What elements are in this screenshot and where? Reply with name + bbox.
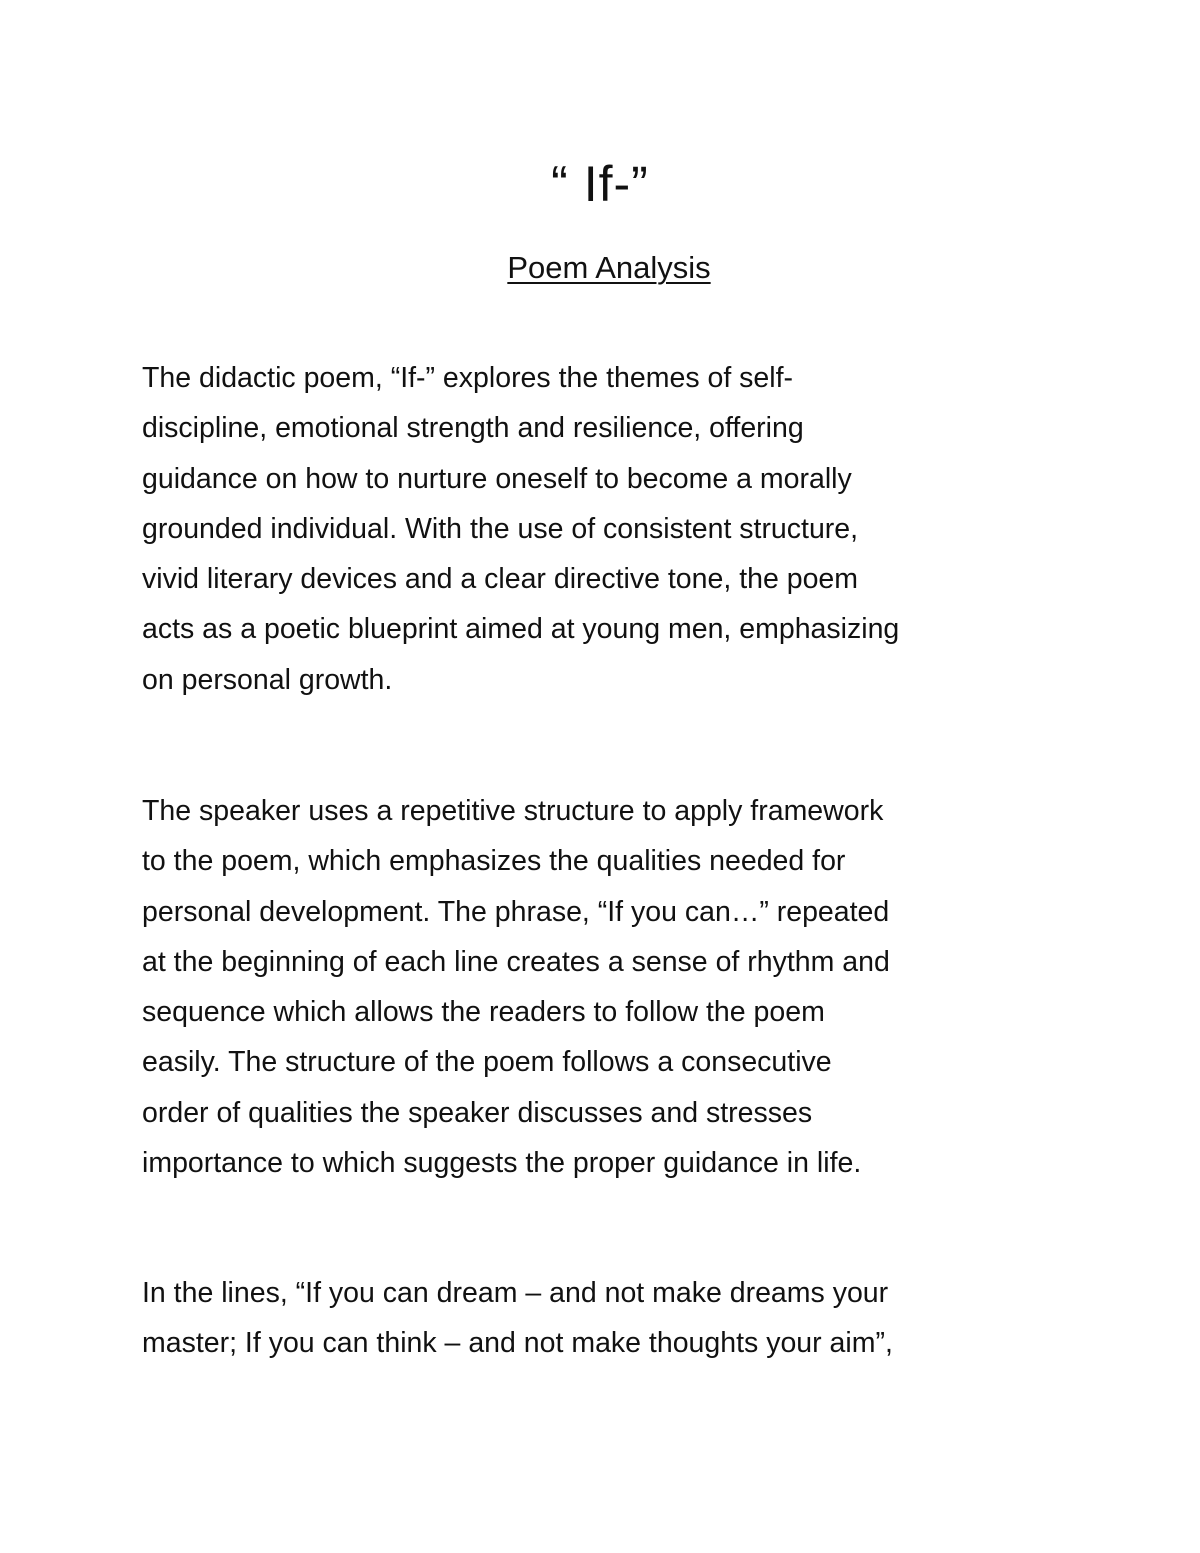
page-subtitle: Poem Analysis bbox=[507, 250, 711, 285]
paragraph-line: easily. The structure of the poem follows a consecutive bbox=[142, 1046, 832, 1079]
paragraph-line: order of qualities the speaker discusses and stresses bbox=[142, 1096, 813, 1129]
paragraph-line: vivid literary devices and a clear directive tone, the poem bbox=[142, 563, 859, 596]
paragraph-line: personal development. The phrase, “If you can…” repeated bbox=[142, 895, 890, 928]
paragraph-structure bbox=[142, 786, 1072, 1188]
paragraph-line: acts as a poetic blueprint aimed at young men, emphasizing bbox=[142, 613, 900, 646]
paragraph-line: master; If you can think – and not make thoughts your aim”, bbox=[142, 1327, 893, 1360]
paragraph-lines-quote bbox=[142, 1268, 1072, 1369]
paragraph-line: The speaker uses a repetitive structure to apply framework bbox=[142, 795, 884, 827]
paragraph-line: In the lines, “If you can dream – and not make dreams your bbox=[142, 1277, 889, 1309]
paragraph-line: discipline, emotional strength and resilience, offering bbox=[142, 412, 804, 445]
paragraph-line: importance to which suggests the proper guidance in life. bbox=[142, 1147, 862, 1180]
paragraph-line: sequence which allows the readers to follow the poem bbox=[142, 996, 825, 1029]
paragraph-line: grounded individual. With the use of consistent structure, bbox=[142, 512, 859, 545]
paragraph-intro bbox=[142, 353, 1072, 705]
paragraph-line: guidance on how to nurture oneself to become a morally bbox=[142, 462, 852, 495]
paragraph-line: The didactic poem, “If-” explores the themes of self- bbox=[142, 362, 794, 394]
page-title: “ If-” bbox=[551, 156, 649, 212]
paragraph-line: to the poem, which emphasizes the qualities needed for bbox=[142, 845, 846, 878]
paragraph-line: at the beginning of each line creates a sense of rhythm and bbox=[142, 945, 890, 978]
paragraph-line: on personal growth. bbox=[142, 663, 393, 696]
